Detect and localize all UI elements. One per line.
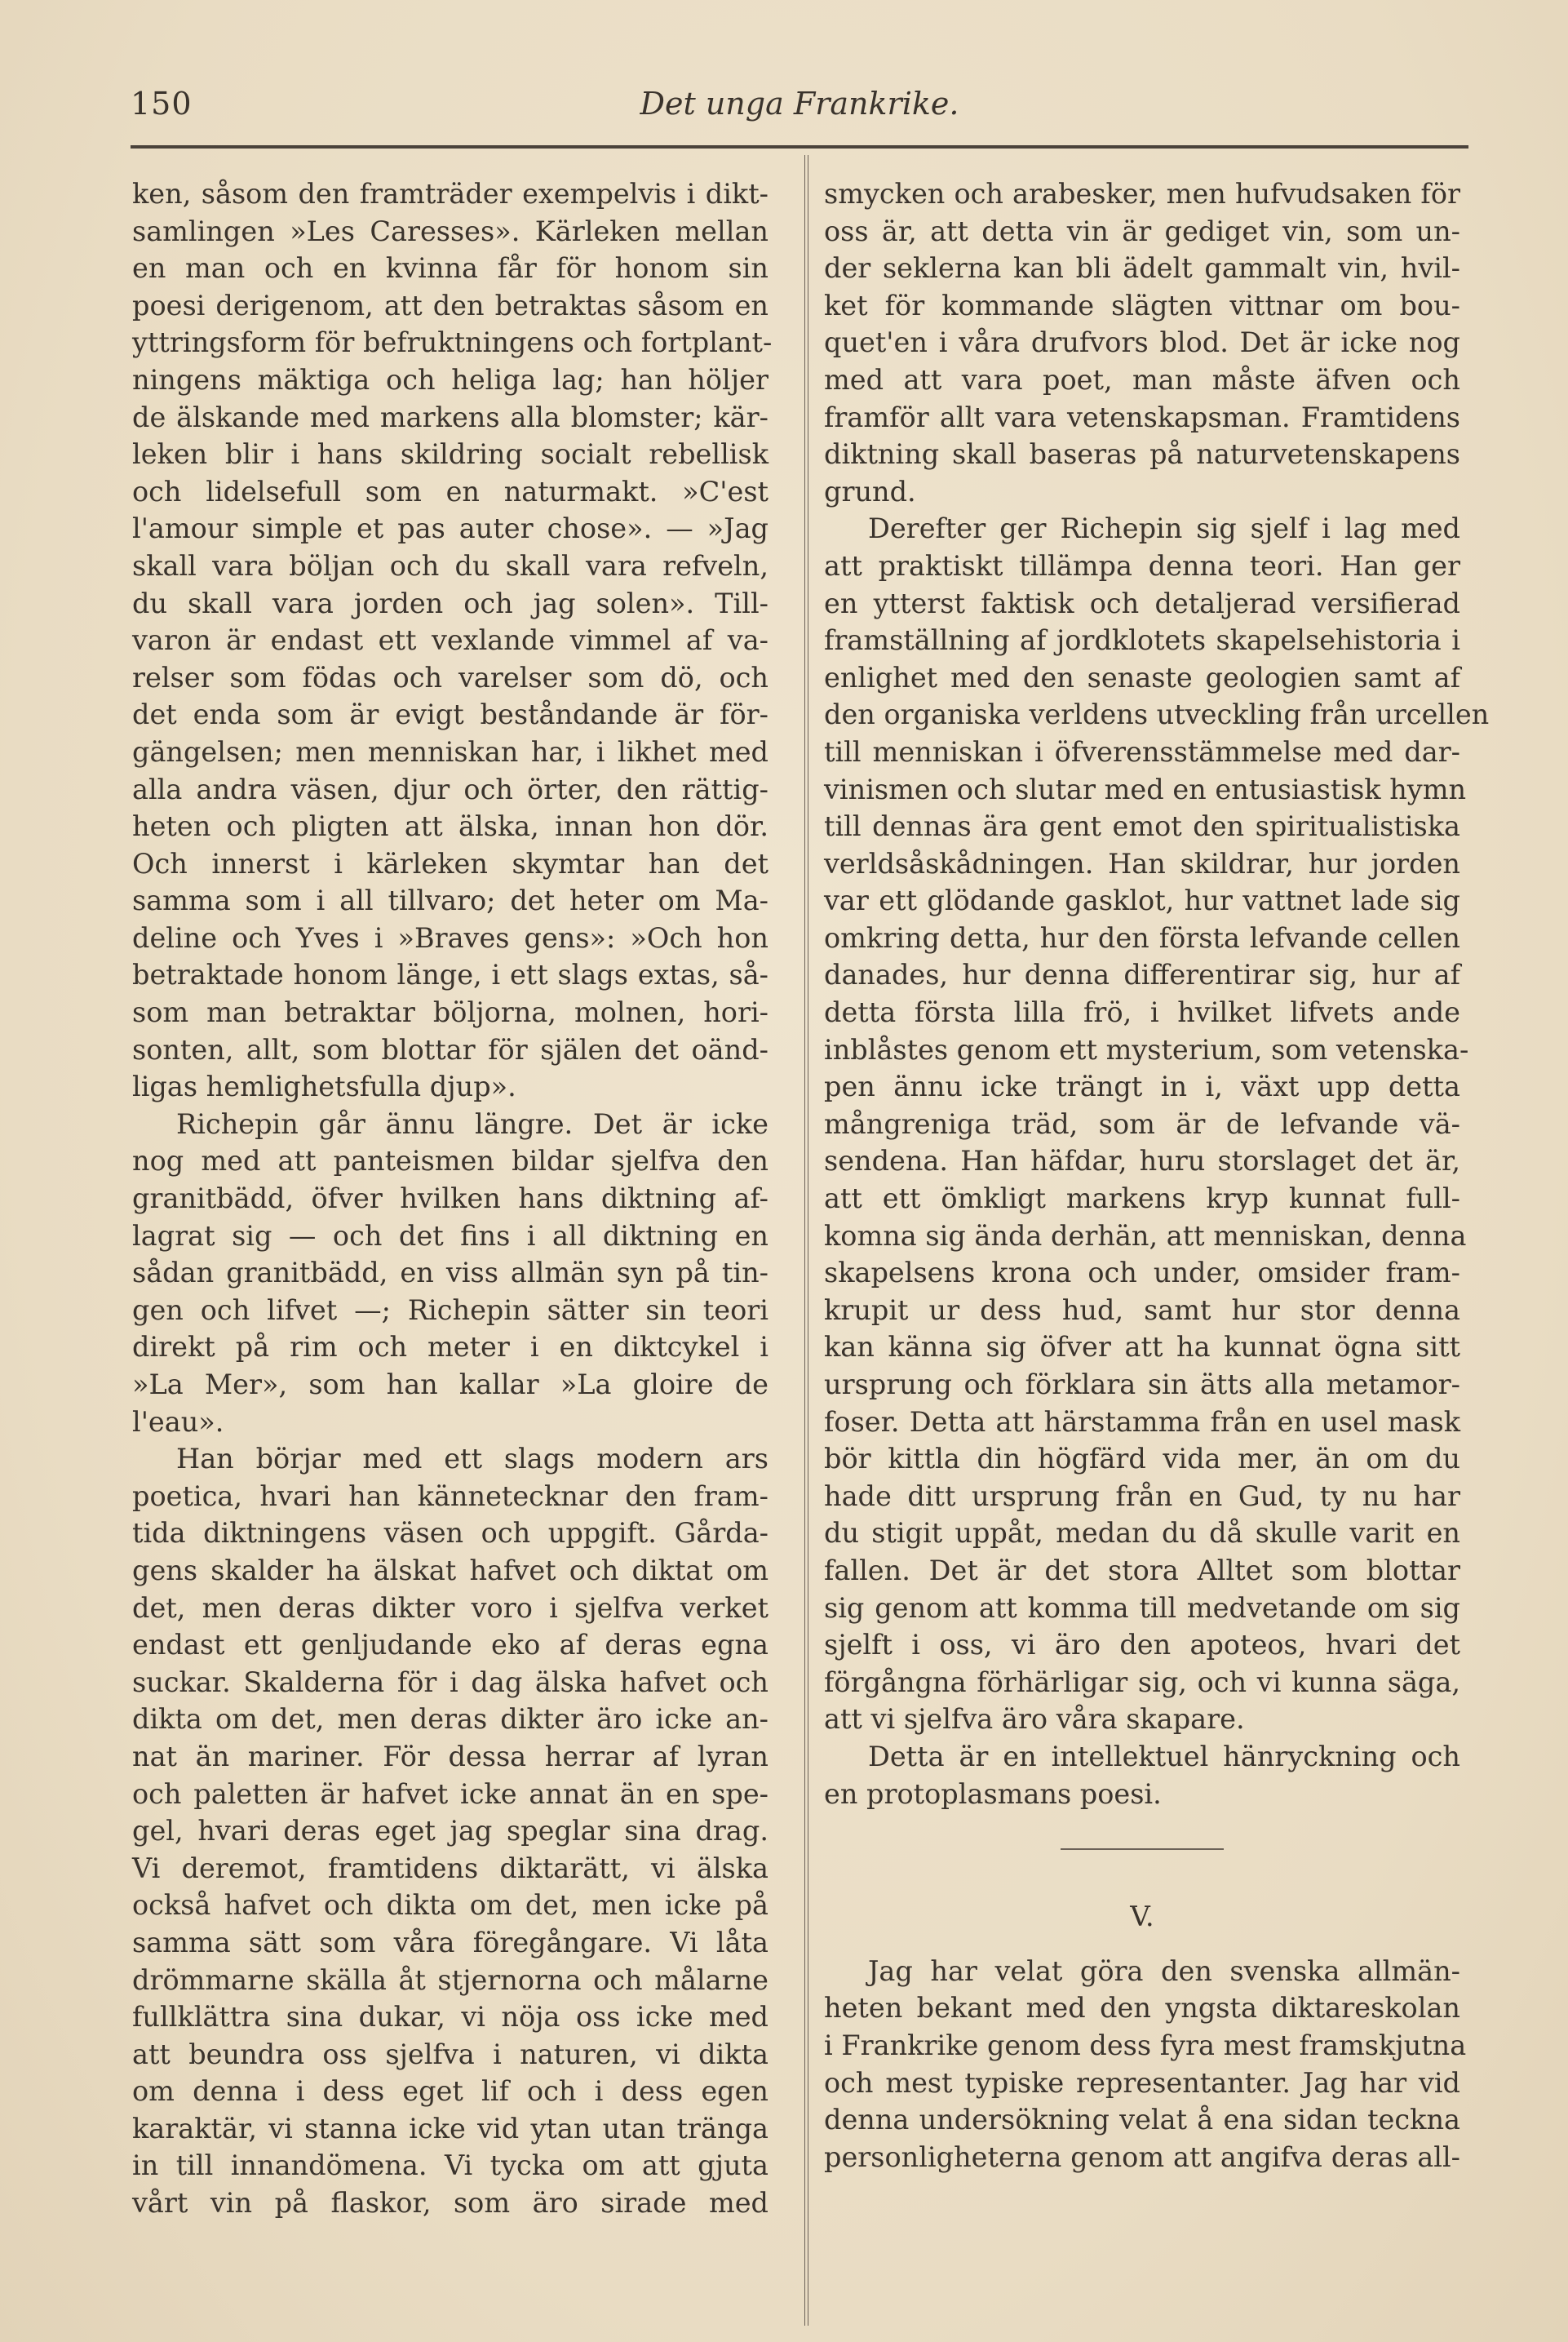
text-line: alla andra väsen, djur och örter, den rättig-	[132, 773, 768, 805]
text-line: det, men deras dikter voro i sjelfva verket	[132, 1591, 768, 1624]
text-line: nog med att panteismen bildar sjelfva den	[132, 1145, 768, 1178]
text-line: Jag har velat göra den svenska allmän-	[868, 1954, 1460, 1987]
text-line: också hafvet och dikta om det, men icke på	[132, 1889, 768, 1922]
text-line: i Frankrike genom dess fyra mest framskjutna	[824, 2029, 1467, 2061]
text-line: gängelsen; men menniskan har, i likhet med	[132, 735, 768, 768]
text-line: l'amour simple et pas auter chose». — »Jag	[132, 512, 768, 545]
page-number: 150	[131, 86, 193, 122]
text-line: till menniskan i öfverensstämmelse med dar-	[824, 735, 1460, 768]
text-line: ligas hemlighetsfulla djup».	[132, 1071, 516, 1103]
text-line: komna sig ända derhän, att menniskan, denna	[824, 1219, 1467, 1252]
text-line: en ytterst faktisk och detaljerad versifierad	[824, 587, 1460, 619]
text-line: sig genom att komma till medvetande om sig	[824, 1591, 1460, 1624]
text-line: heten och pligten att älska, innan hon dör.	[132, 810, 768, 843]
text-line: der seklerna kan bli ädelt gammalt vin, hvil-	[824, 252, 1460, 285]
text-line: direkt på rim och meter i en diktcykel i	[132, 1331, 768, 1364]
text-line: endast ett genljudande eko af deras egna	[132, 1629, 768, 1661]
text-line: att vi sjelfva äro våra skapare.	[824, 1703, 1245, 1736]
text-line: skapelsens krona och under, omsider fram-	[824, 1257, 1460, 1289]
text-line: poetica, hvari han kännetecknar den fram-	[132, 1479, 768, 1512]
text-line: Detta är en intellektuel hänryckning och	[868, 1740, 1460, 1772]
text-line: framför allt vara vetenskapsman. Framtidens	[824, 401, 1460, 433]
text-line: mångreniga träd, som är de lefvande vä-	[824, 1107, 1460, 1140]
text-line: poesi derigenom, att den betraktas såsom en	[132, 289, 768, 322]
text-line: relser som födas och varelser som dö, och	[132, 661, 768, 694]
text-line: fallen. Det är det stora Alltet som blottar	[824, 1554, 1460, 1586]
text-line: du skall vara jorden och jag solen». Till-	[132, 587, 768, 619]
text-line: yttringsform för befruktningens och fortplant-	[132, 326, 773, 359]
text-line: drömmarne skälla åt stjernorna och målarne	[132, 1963, 768, 1996]
text-line: samma sätt som våra föregångare. Vi låta	[132, 1926, 768, 1958]
text-line: du stigit uppåt, medan du då skulle varit en	[824, 1517, 1460, 1550]
text-line: och paletten är hafvet icke annat än en spe-	[132, 1777, 768, 1810]
running-title: Det unga Frankrike.	[640, 86, 959, 122]
text-line: krupit ur dess hud, samt hur stor denna	[824, 1293, 1460, 1326]
text-line: hade ditt ursprung från en Gud, ty nu har	[824, 1479, 1460, 1512]
text-line: betraktade honom länge, i ett slags extas, så-	[132, 959, 768, 991]
text-line: »La Mer», som han kallar »La gloire de	[132, 1368, 768, 1400]
section-heading: V.	[1130, 1901, 1154, 1934]
text-line: med att vara poet, man måste äfven och	[824, 363, 1460, 396]
right-column-part-1	[824, 175, 1490, 1812]
text-line: fullklättra sina dukar, vi nöja oss icke med	[132, 2001, 768, 2034]
text-line: gel, hvari deras eget jag speglar sina drag.	[132, 1815, 768, 1847]
text-line: att praktiskt tillämpa denna teori. Han ger	[824, 549, 1460, 582]
text-line: det enda som är evigt beståndande är för-	[132, 699, 768, 731]
text-line: som man betraktar böljorna, molnen, hori-	[132, 996, 768, 1029]
text-line: sådan granitbädd, en viss allmän syn på tin-	[132, 1257, 768, 1289]
text-line: Derefter ger Richepin sig sjelf i lag med	[868, 512, 1460, 545]
text-line: Och innerst i kärleken skymtar han det	[132, 847, 768, 880]
left-column	[132, 175, 773, 2222]
text-line: var ett glödande gasklot, hur vattnet lade sig	[824, 885, 1460, 917]
text-line: Richepin går ännu längre. Det är icke	[176, 1107, 768, 1140]
text-line: framställning af jordklotets skapelsehistoria i	[824, 624, 1460, 657]
text-line: lagrat sig — och det fins i all diktning en	[132, 1219, 768, 1252]
text-line: ursprung och förklara sin ätts alla metamor-	[824, 1368, 1460, 1400]
text-line: att ett ömkligt markens kryp kunnat full-	[824, 1182, 1460, 1215]
text-line: smycken och arabesker, men hufvudsaken för	[824, 178, 1460, 210]
text-line: och mest typiske representanter. Jag har vid	[824, 2066, 1460, 2099]
text-line: sjelft i oss, vi äro den apoteos, hvari det	[824, 1629, 1460, 1661]
text-line: tida diktningens väsen och uppgift. Gårda-	[132, 1517, 768, 1550]
text-line: sendena. Han häfdar, huru storslaget det är,	[824, 1145, 1460, 1178]
text-line: verldsåskådningen. Han skildrar, hur jorden	[824, 847, 1460, 880]
page-header	[131, 86, 1468, 135]
text-line: gens skalder ha älskat hafvet och diktat om	[132, 1554, 768, 1586]
text-line: Han börjar med ett slags modern ars	[176, 1443, 768, 1475]
text-line: detta första lilla frö, i hvilket lifvets ande	[824, 996, 1460, 1029]
text-line: oss är, att detta vin är gediget vin, som un-	[824, 215, 1460, 247]
text-line: till dennas ära gent emot den spiritualistiska	[824, 810, 1460, 843]
text-line: denna undersökning velat å ena sidan teckna	[824, 2104, 1460, 2136]
text-line: inblåstes genom ett mysterium, som vetenska-	[824, 1033, 1469, 1066]
text-line: dikta om det, men deras dikter äro icke an-	[132, 1703, 768, 1736]
text-line: ningens mäktiga och heliga lag; han höljer	[132, 363, 768, 396]
header-rule	[131, 145, 1468, 149]
text-line: varon är endast ett vexlande vimmel af va-	[132, 624, 768, 657]
text-line: granitbädd, öfver hvilken hans diktning af-	[132, 1182, 768, 1215]
text-line: bör kittla din högfärd vida mer, än om du	[824, 1443, 1460, 1475]
right-column-part-2	[824, 1953, 1467, 2176]
text-line: quet'en i våra drufvors blod. Det är icke nog	[824, 326, 1460, 359]
text-line: personligheterna genom att angifva deras all-	[824, 2140, 1460, 2173]
text-line: att beundra oss sjelfva i naturen, vi dikta	[132, 2038, 768, 2070]
text-line: den organiska verldens utveckling från urcellen	[824, 699, 1490, 731]
text-line: förgångna förhärligar sig, och vi kunna säga,	[824, 1666, 1460, 1698]
text-line: suckar. Skalderna för i dag älska hafvet och	[132, 1666, 768, 1698]
text-line: leken blir i hans skildring socialt rebellisk	[132, 438, 768, 471]
text-line: in till innandömena. Vi tycka om att gjuta	[132, 2149, 768, 2182]
text-line: nat än mariner. För dessa herrar af lyran	[132, 1740, 768, 1772]
text-line: danades, hur denna differentirar sig, hur af	[824, 959, 1460, 991]
text-line: kan känna sig öfver att ha kunnat ögna sitt	[824, 1331, 1460, 1364]
text-line: karaktär, vi stanna icke vid ytan utan tränga	[132, 2112, 768, 2145]
text-line: vinismen och slutar med en entusiastisk hymn	[824, 773, 1467, 805]
column-divider	[804, 155, 808, 2326]
text-line: skall vara böljan och du skall vara refveln,	[132, 549, 768, 582]
text-line: en man och en kvinna får för honom sin	[132, 252, 768, 285]
text-line: pen ännu icke trängt in i, växt upp detta	[824, 1071, 1460, 1103]
text-line: gen och lifvet —; Richepin sätter sin teori	[132, 1293, 768, 1326]
text-line: heten bekant med den yngsta diktareskolan	[824, 1992, 1460, 2025]
text-line: samlingen »Les Caresses». Kärleken mellan	[132, 215, 768, 247]
text-line: om denna i dess eget lif och i dess egen	[132, 2075, 768, 2108]
text-line: enlighet med den senaste geologien samt af	[824, 661, 1460, 694]
text-line: ken, såsom den framträder exempelvis i dikt-	[132, 178, 768, 210]
text-line: diktning skall baseras på naturvetenskapens	[824, 438, 1460, 471]
text-line: ket för kommande slägten vittnar om bou-	[824, 289, 1460, 322]
text-line: foser. Detta att härstamma från en usel mask	[824, 1405, 1460, 1438]
text-line: l'eau».	[132, 1405, 224, 1438]
text-line: deline och Yves i »Braves gens»: »Och hon	[132, 921, 768, 954]
text-line: sonten, allt, som blottar för själen det oänd-	[132, 1033, 768, 1066]
right-column	[824, 175, 1490, 2176]
text-line: en protoplasmans poesi.	[824, 1777, 1162, 1810]
text-line: Vi deremot, framtidens diktarätt, vi älska	[132, 1852, 768, 1884]
text-line: omkring detta, hur den första lefvande cellen	[824, 921, 1460, 954]
text-line: samma som i all tillvaro; det heter om Ma-	[132, 885, 768, 917]
text-line: och lidelsefull som en naturmakt. »C'est	[132, 475, 768, 508]
text-line: de älskande med markens alla blomster; kär-	[132, 401, 768, 433]
text-line: vårt vin på flaskor, som äro sirade med	[132, 2187, 768, 2220]
section-rule	[1061, 1848, 1224, 1850]
text-line: grund.	[824, 475, 916, 508]
